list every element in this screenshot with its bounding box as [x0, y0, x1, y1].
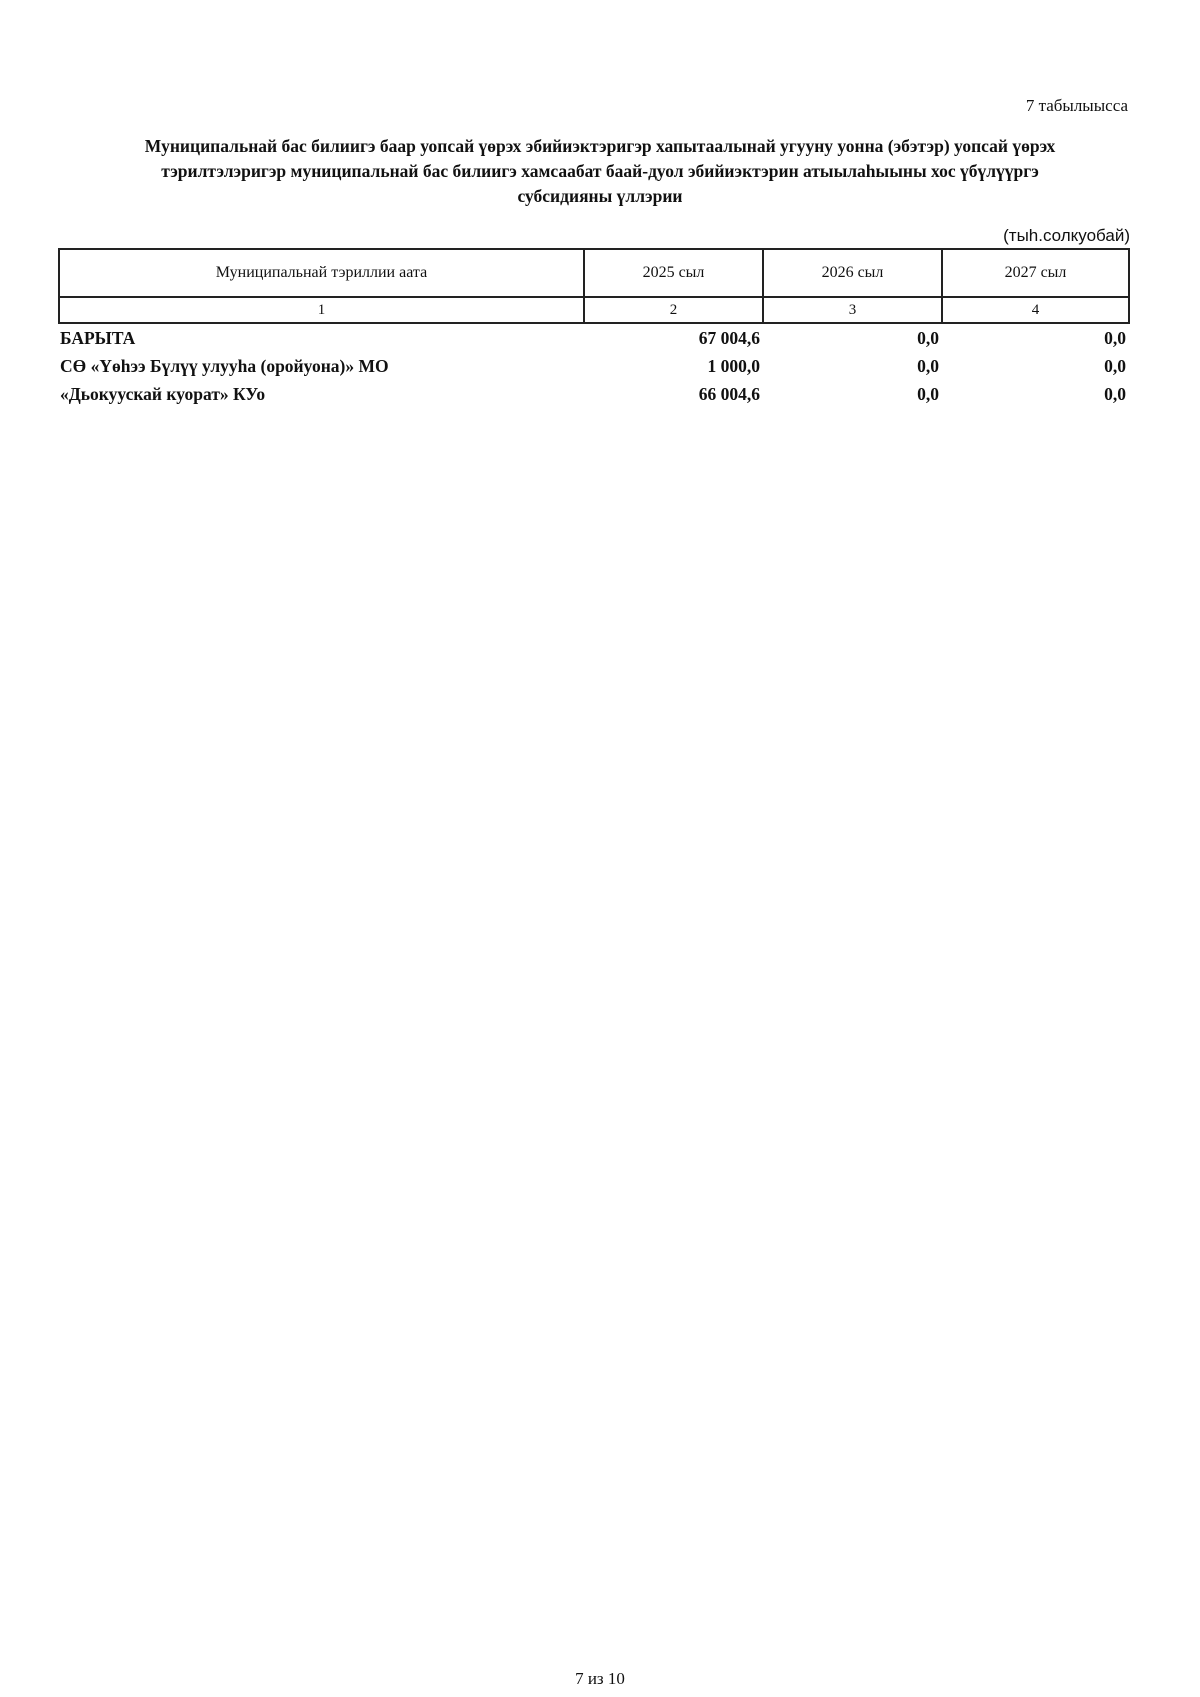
table-row — [58, 380, 1128, 408]
appendix-label: 7 табылыысса — [1025, 96, 1128, 115]
title-line-1: Муниципальнай бас билиигэ баар уопсай үөрэх эбийиэктэригэр хапытаалынай угууну уонна (эбэтэр) уопсай үөрэх — [144, 136, 1056, 156]
table-row-total — [58, 324, 1128, 352]
row-value-2027: 0,0 — [1104, 355, 1126, 376]
table-header — [58, 248, 1130, 324]
column-number-3: 3 — [763, 297, 942, 323]
title-line-3: субсидияны үллэрии — [517, 186, 683, 206]
data-table — [58, 324, 1128, 408]
row-value-2027: 0,0 — [1104, 327, 1126, 348]
column-number-4: 4 — [942, 297, 1129, 323]
row-value-2027: 0,0 — [1104, 383, 1126, 404]
row-value-2025: 66 004,6 — [698, 383, 760, 404]
column-number-2: 2 — [584, 297, 763, 323]
column-number-1: 1 — [59, 297, 584, 323]
row-name: СӨ «Үөһээ Бүлүү улууһа (оройуона)» МО — [60, 355, 389, 376]
header-2026: 2026 сыл — [763, 249, 942, 297]
table-row — [58, 352, 1128, 380]
header-row — [59, 249, 1129, 297]
page-number: 7 из 10 — [575, 1669, 625, 1688]
row-value-2026: 0,0 — [917, 383, 939, 404]
header-municipality: Муниципальнай тэриллии аата — [59, 249, 584, 297]
document-title — [70, 134, 1130, 209]
row-name: БАРЫТА — [60, 327, 136, 348]
row-value-2025: 67 004,6 — [698, 327, 760, 348]
header-2025: 2025 сыл — [584, 249, 763, 297]
column-number-row — [59, 297, 1129, 323]
row-name: «Дьокуускай куорат» КУо — [60, 383, 266, 404]
row-value-2025: 1 000,0 — [707, 355, 760, 376]
header-2027: 2027 сыл — [942, 249, 1129, 297]
row-value-2026: 0,0 — [917, 327, 939, 348]
title-line-2: тэрилтэлэригэр муниципальнай бас билиигэ хамсаабат баай-дуол эбийиэктэрин атыылаһыыны хос үбүлүүргэ — [161, 161, 1039, 181]
units-label: (тыһ.солкуобай) — [1003, 226, 1130, 245]
row-value-2026: 0,0 — [917, 355, 939, 376]
